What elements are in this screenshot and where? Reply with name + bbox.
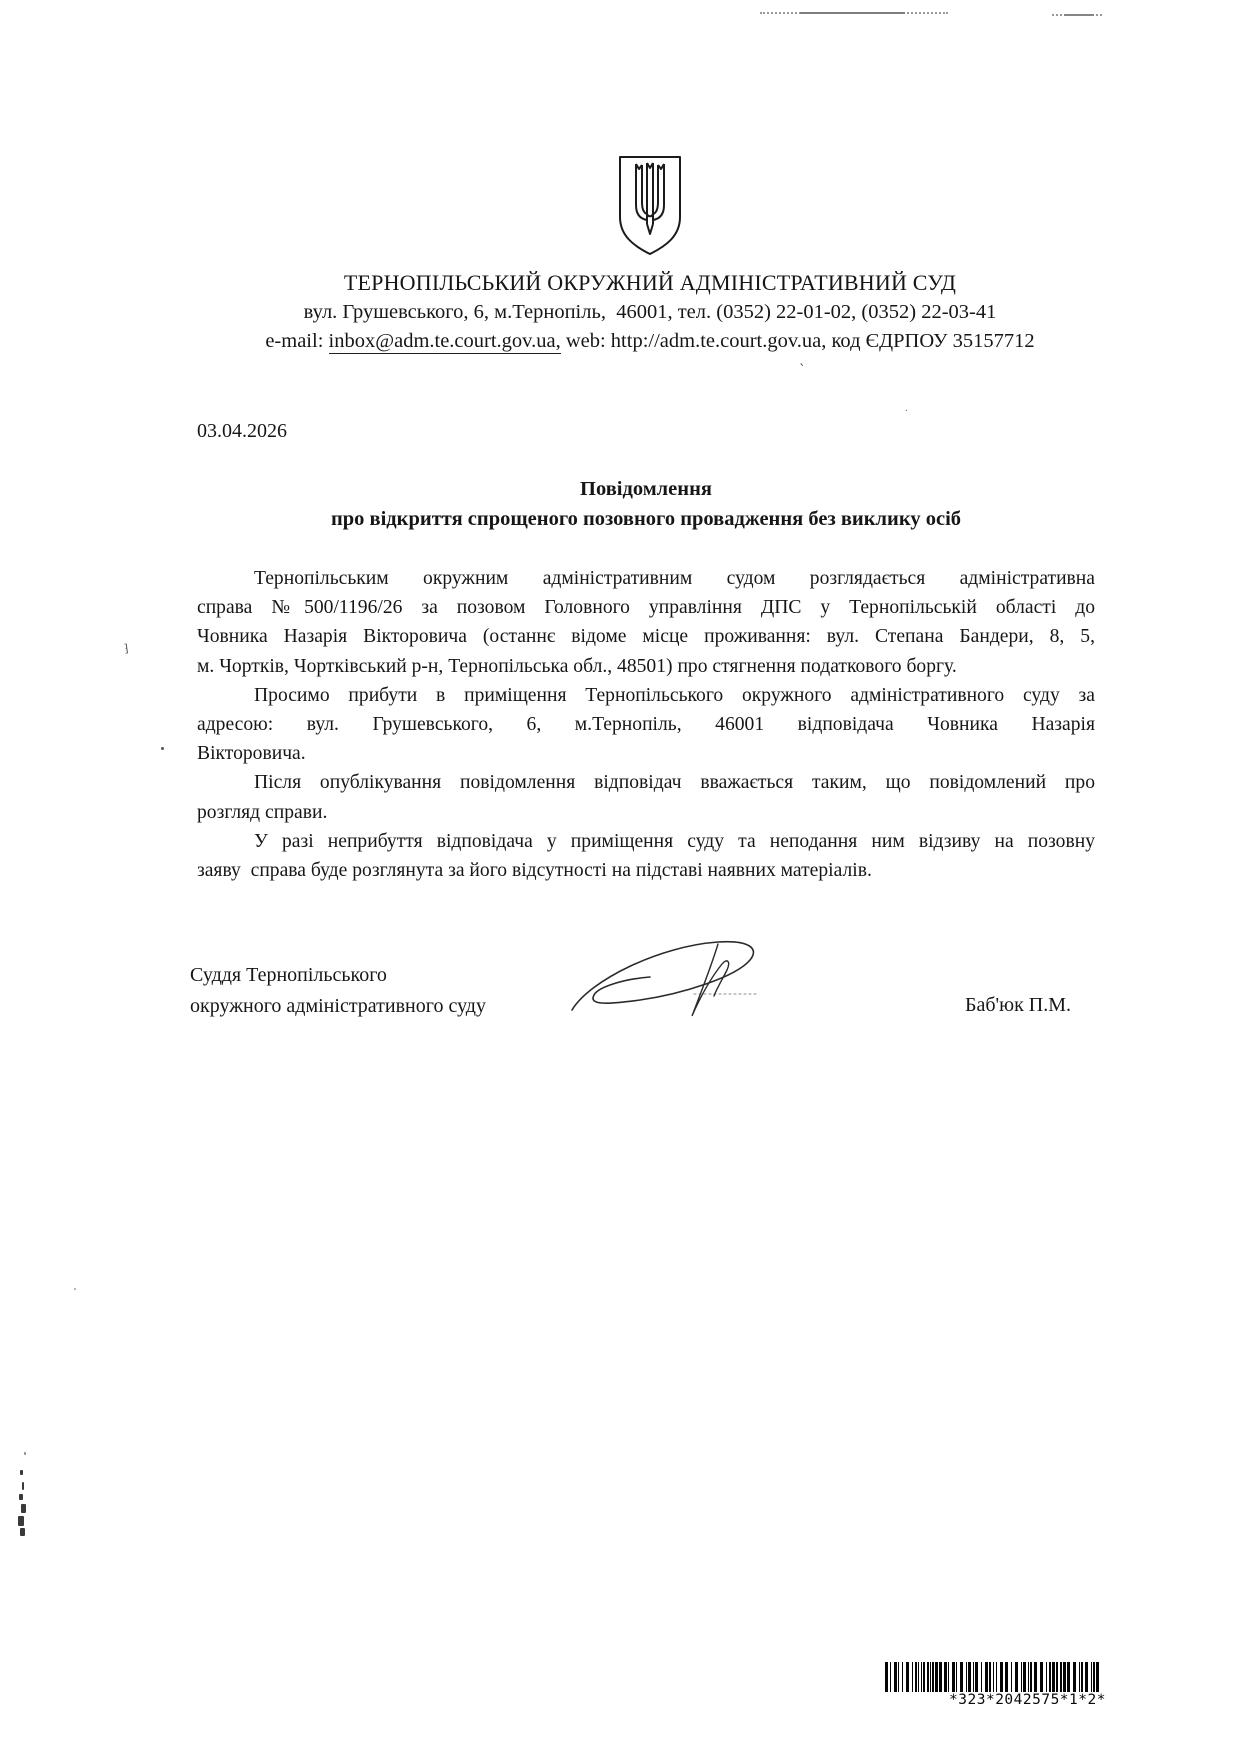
document-date: 03.04.2026 [197, 420, 287, 442]
scan-artifact-line [760, 12, 948, 14]
judge-role-line1: Суддя Тернопільського [190, 964, 387, 986]
barcode-bars [885, 1662, 1115, 1692]
scan-artifact-speck: ⁆ [123, 642, 130, 656]
scan-artifact-speck [74, 1288, 76, 1290]
notice-title: Повідомлення [580, 478, 712, 500]
scan-artifact-speck [161, 747, 164, 750]
body-text-line: Човника Назарія Вікторовича (останнє відоме місце проживання: вул. Степана Бандери, 8, 5, [197, 626, 1095, 648]
notice-body [197, 564, 1095, 885]
judge-role [190, 960, 486, 1021]
notice-subtitle: про відкриття спрощеного позовного провадження без виклику осіб [330, 508, 962, 530]
scan-artifact-line [1064, 14, 1094, 16]
court-address: вул. Грушевського, 6, м.Тернопіль, 46001, тел. (0352) 22-01-02, (0352) 22-03-41 [303, 301, 997, 323]
scan-artifact-speck [20, 1470, 23, 1475]
judge-role-line2: окружного адміністративного суду [190, 994, 486, 1017]
scan-artifact-speck [22, 1482, 24, 1490]
body-text-line: м. Чортків, Чортківський р-н, Тернопільська обл., 48501) про стягнення податкового боргу. [197, 655, 957, 677]
scan-artifact-line [1052, 14, 1102, 16]
body-text-line: розгляд справи. [197, 801, 328, 823]
handwritten-signature [560, 932, 790, 1042]
court-email: inbox@adm.te.court.gov.ua, [328, 330, 561, 352]
court-web-and-code: web: http://adm.te.court.gov.ua, код ЄДРПОУ 35157712 [560, 330, 1035, 352]
body-text-line: Після опублікування повідомлення відповідач вважається таким, що повідомлений про [254, 772, 1095, 794]
body-text-line: Вікторовича. [197, 743, 306, 765]
body-text-line: справа №500/1196/26 за позовом Головного управління ДПС у Тернопільській області до [197, 597, 1095, 619]
scan-artifact-speck [24, 1452, 26, 1455]
coat-of-arms-ukraine-icon [614, 152, 686, 260]
scan-artifact-speck [21, 1504, 26, 1513]
body-text-line: Тернопільським окружним адміністративним судом розглядається адміністративна [254, 568, 1095, 589]
barcode [885, 1662, 1115, 1708]
scan-artifact-speck: . [905, 402, 908, 414]
court-name: ТЕРНОПІЛЬСЬКИЙ ОКРУЖНИЙ АДМІНІСТРАТИВНИЙ СУД [343, 270, 957, 295]
court-contacts [180, 327, 1120, 356]
body-text-line: адресою: вул. Грушевського, 6, м.Тернопіль, 46001 відповідача Човника Назарія [197, 713, 1095, 735]
scan-artifact-speck: ` [796, 361, 805, 379]
scan-artifact-speck [20, 1528, 25, 1536]
body-text-line: заяву справа буде розглянута за його відсутності на підставі наявних матеріалів. [197, 859, 872, 881]
body-text-line: У разі неприбуття відповідача у приміщення суду та неподання ним відзиву на позовну [254, 830, 1095, 852]
email-label: e-mail: [265, 330, 329, 352]
judge-name: Баб'юк П.М. [965, 994, 1072, 1016]
scan-artifact-speck [18, 1516, 24, 1526]
body-text-line: Просимо прибути в приміщення Тернопільського окружного адміністративного суду за [254, 684, 1095, 706]
scan-artifact-speck [19, 1494, 23, 1500]
letterhead [180, 152, 1120, 356]
scan-artifact-line [800, 12, 905, 14]
barcode-text: *323*2042575*1*2* [949, 1692, 1106, 1708]
